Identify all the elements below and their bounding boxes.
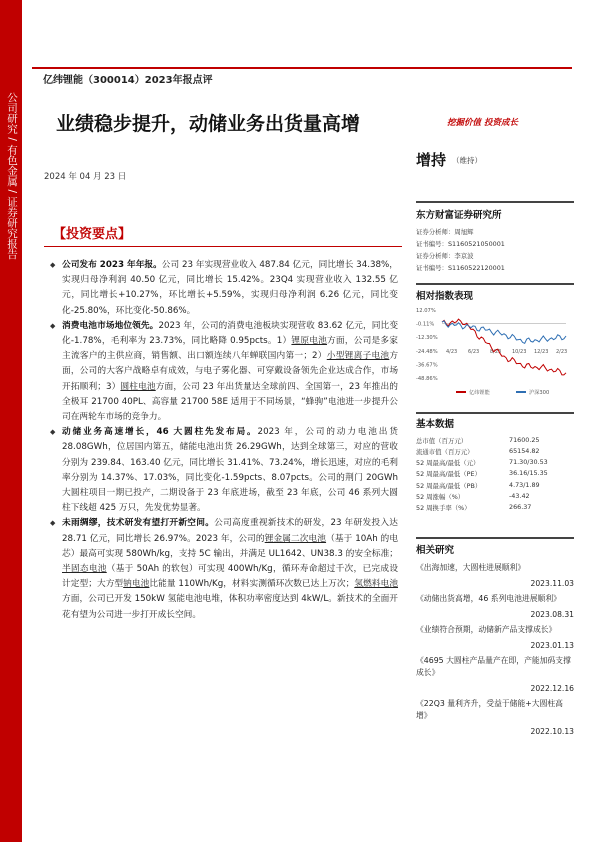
header-rule [32, 67, 572, 69]
related-item-title: 《4695 大圆柱产品量产在即，产能加码支撑成长》 [416, 655, 571, 677]
y-tick-label: -24.48% [416, 348, 438, 355]
key-point-2-text-c: 方面，公司的大客户战略卓有成效，与电子雾化器、可穿戴设备领先企业达成合作，市场开拓顺利；3） [62, 351, 399, 392]
related-research-block [416, 537, 574, 738]
related-item-title: 《业绩符合预期，动储新产品支撑成长》 [416, 624, 557, 634]
key-point-2-text-d: 方面，公司 23 年出货量达全球前四、全国第一，23 年推出的全极耳 21700 40PL、高容量 21700 58E 适用于不同场景，“蜂驹”电池进一步提升公司在两轮车市场的竞争力。 [62, 381, 398, 423]
basic-data-row [416, 447, 574, 458]
key-point-4-term-3: 钠电池 [123, 579, 150, 590]
key-point-2-text-b: 方面，公司是多家主流客户的主供应商，销售额、出口额连续八年蝉联国内第一；2） [62, 336, 398, 362]
related-research-list [416, 562, 574, 738]
institute-name: 东方财富证券研究所 [416, 209, 502, 221]
key-point-2-term-1: 锂原电池 [291, 336, 328, 347]
related-item[interactable] [416, 655, 574, 695]
basic-data-table [416, 436, 574, 515]
x-tick-label: 12/23 [534, 348, 549, 355]
key-point-1-head: 公司发布 2023 年年报。 [62, 260, 162, 270]
related-item-date: 2022.10.13 [530, 726, 574, 736]
key-point-4-text-b: （基于 10Ah 的电芯）最高可实现 580Wh/kg，支持 5C 输出，并满足 UL1642、UN38.3 的安全标准； [62, 533, 399, 559]
rating-sub: （维持） [452, 156, 482, 165]
related-item-title: 《动储出货高增，46 系列电池进展顺利》 [416, 593, 561, 603]
basic-data-value: 71.30/30.53 [509, 458, 548, 467]
y-tick-label: -12.30% [416, 334, 438, 341]
analyst-line: 证书编号：S1160521050001 [416, 239, 505, 248]
basic-data-value: 4.73/1.89 [509, 480, 540, 489]
key-point-4-text-c: （基于 50Ah 的软包）可实现 400Wh/Kg，循环寿命超过千次，已完成设计定型；大方型 [62, 564, 399, 590]
basic-data-label: 52 周最高/最低（元） [416, 459, 480, 468]
performance-block [416, 283, 574, 402]
key-point-3-head: 动储业务高速增长，46 大圆柱先发布局。 [62, 427, 258, 438]
legend-swatch [516, 391, 526, 393]
key-point-4 [62, 516, 398, 622]
relative-index-chart [416, 306, 574, 402]
related-item[interactable] [416, 593, 574, 621]
key-point-2 [62, 319, 398, 425]
x-tick-label: 10/23 [512, 348, 527, 355]
basic-data-value: 36.16/15.35 [509, 469, 548, 478]
institute-block [416, 201, 574, 274]
related-item-date: 2022.12.16 [530, 683, 574, 693]
related-research-rule [416, 537, 574, 539]
rating: 增持 [416, 151, 447, 169]
x-tick-label: 2/23 [556, 348, 568, 355]
key-point-4-text-a: 公司高度重视新技术的研发，23 年研发投入达 28.71 亿元，同比增长 26.97%。2023 年，公司的 [62, 518, 398, 544]
key-points-title: 【投资要点】 [53, 227, 132, 242]
basic-data-row [416, 503, 574, 514]
basic-data-rule [416, 412, 574, 414]
performance-rule [416, 283, 574, 285]
basic-data-title: 基本数据 [416, 418, 455, 430]
basic-data-block [416, 412, 574, 515]
key-point-4-term-2: 半固态电池 [62, 564, 107, 575]
related-item-date: 2023.01.13 [530, 640, 574, 650]
y-tick-label: -48.86% [416, 375, 438, 382]
key-point-4-term-1: 锂金属二次电池 [264, 533, 327, 544]
basic-data-label: 52 周涨幅（%） [416, 492, 465, 501]
key-points-rule [44, 246, 402, 247]
key-point-4-text-e: 方面，公司已开发 150kW 氢能电池电堆，体积功率密度达到 4kW/L。新技术的全面开花有望为公司进一步打开成长空间。 [62, 594, 398, 620]
basic-data-label: 52 周最高/最低（PE） [416, 470, 481, 479]
slogan: 挖掘价值 投资成长 [447, 118, 518, 128]
key-point-4-term-4: 氢燃料电池 [354, 579, 399, 590]
related-item-date: 2023.11.03 [530, 578, 574, 588]
key-point-4-head: 未雨绸缪，技术研发有望打开新空间。 [62, 518, 215, 529]
x-tick-label: 4/23 [446, 348, 458, 355]
legend-swatch [456, 391, 466, 393]
legend-label: 亿纬锂能 [469, 389, 490, 396]
basic-data-row [416, 436, 574, 447]
series-line [442, 319, 566, 375]
y-tick-label: -36.67% [416, 361, 438, 368]
basic-data-row [416, 481, 574, 492]
related-item[interactable] [416, 562, 574, 590]
basic-data-row [416, 458, 574, 469]
legend-label: 沪深300 [529, 389, 550, 396]
x-tick-label: 8/23 [490, 348, 502, 355]
analyst-line: 证书编号：S1160522120001 [416, 263, 505, 272]
basic-data-row [416, 492, 574, 503]
related-item-title: 《出海加速，大圆柱进展顺利》 [416, 562, 526, 572]
company-report-line: 亿纬锂能（300014）2023年报点评 [43, 75, 213, 86]
analyst-line: 证券分析师：李京波 [416, 251, 474, 260]
report-title: 业绩稳步提升，动储业务出货量高增 [56, 113, 361, 135]
key-point-3 [62, 425, 398, 516]
sidebar-category-text: 公司研究 / 有色金属 / 证券研究报告 [6, 92, 18, 260]
related-item[interactable] [416, 624, 574, 652]
key-point-1-text: 公司 23 年实现营业收入 487.84 亿元，同比增长 34.38%，实现归母净利润 40.50 亿元，同比增长 15.42%。23Q4 实现营业收入 132.55 亿元，同比增长+10.27%，环比增长+5.59%，实现归母净利润 6.26 亿元，同比变化-25.80%，环比变化-50.86%。 [62, 260, 398, 316]
basic-data-value: 65154.82 [509, 446, 540, 455]
basic-data-label: 52 周最高/最低（PB） [416, 481, 482, 490]
analyst-list [416, 226, 574, 274]
basic-data-value: 266.37 [509, 503, 532, 512]
basic-data-value: -43.42 [509, 491, 530, 500]
y-tick-label: -0.11% [416, 321, 435, 328]
basic-data-row [416, 469, 574, 480]
key-points-body [62, 258, 398, 623]
key-point-1 [62, 258, 398, 319]
performance-title: 相对指数表现 [416, 290, 474, 302]
key-point-2-head: 消费电池市场地位领先。 [62, 320, 159, 331]
related-item-title: 《22Q3 量利齐升，受益于储能+大圆柱高增》 [416, 698, 563, 720]
report-date: 2024 年 04 月 23 日 [44, 172, 127, 182]
related-item[interactable] [416, 698, 574, 738]
related-research-title: 相关研究 [416, 544, 455, 556]
related-item-date: 2023.08.31 [530, 609, 574, 619]
key-point-2-text-a: 2023 年，公司的消费电池板块实现营收 83.62 亿元，同比变化-1.78%，毛利率为 23.73%，同比略降 0.95pcts。1） [62, 320, 399, 347]
x-tick-label: 6/23 [468, 348, 480, 355]
basic-data-label: 流通市值（百万元） [416, 447, 474, 456]
key-point-2-term-3: 圆柱电池 [120, 381, 156, 392]
key-point-4-text-d: 比能量 110Wh/Kg，材料实测循环次数已达上万次； [149, 579, 355, 590]
basic-data-label: 总市值（百万元） [416, 436, 468, 445]
key-point-2-term-2: 小型锂离子电池 [326, 351, 390, 362]
basic-data-label: 52 周换手率（%） [416, 504, 471, 513]
basic-data-value: 71600.25 [509, 435, 540, 444]
sidebar-band [0, 0, 22, 842]
key-point-3-text: 2023 年，公司的动力电池出货 28.08GWh，位居国内第五，储能电池出货 26.29GWh，达到全球第三，对应的营收分别为 239.84、163.40 亿元，同比增长 31.41%、73.24%，增长迅速，对应的毛利率分别为 14.37%、17.03%，同比变化-1.59pcts、8.07pcts。公司的荆门 20GWh 大圆柱项目一期已投产，二期设备于 23 年底进场，截至 23 年底，公司 46 系列大圆柱下线超 425 万只，先发优势显著。 [62, 427, 398, 514]
y-tick-label: 12.07% [416, 307, 436, 314]
institute-rule [416, 201, 574, 203]
series-line [442, 320, 566, 342]
analyst-line: 证券分析师：周旭辉 [416, 227, 474, 236]
